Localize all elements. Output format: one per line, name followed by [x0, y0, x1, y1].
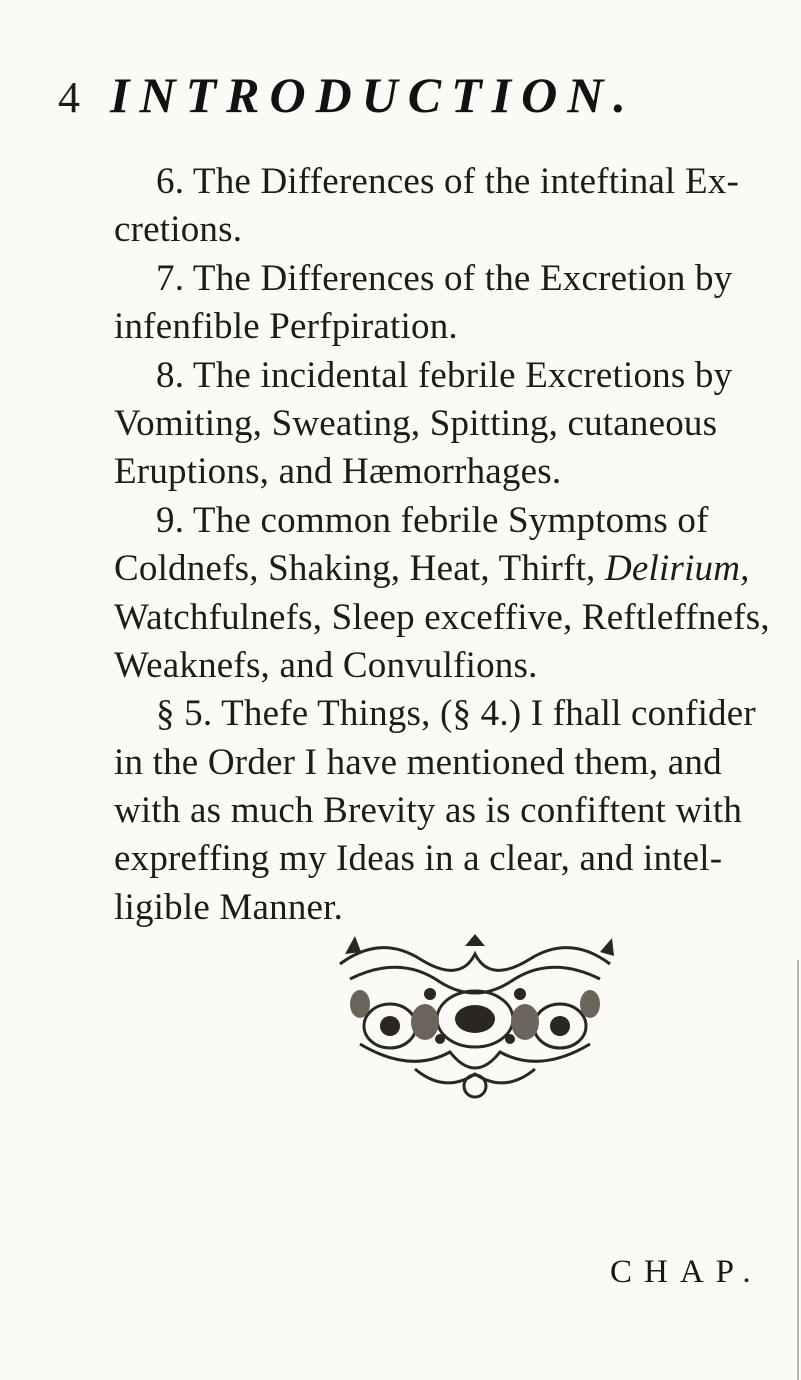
text-line: cretions. [114, 209, 243, 251]
text-line: infenfible Perfpiration. [114, 306, 458, 348]
body-text [114, 158, 774, 932]
page-number: 4 [58, 73, 80, 122]
running-head [58, 66, 758, 136]
page-edge-shadow [795, 960, 801, 1380]
italic-term: Delirium, [604, 548, 750, 590]
text-line: in the Order I have mentioned them, and [114, 741, 722, 783]
text-line: Weaknefs, and Convulfions. [114, 644, 538, 686]
running-head-title: INTRODUCTION. [110, 67, 636, 123]
text-line [114, 545, 774, 593]
text-line: with as much Brevity as is confiftent with [114, 790, 743, 832]
text-line: 7. The Differences of the Excretion by [156, 257, 733, 299]
text-line: § 5. Thefe Things, (§ 4.) I fhall confider [156, 693, 756, 735]
text-line: 8. The incidental febrile Excretions by [156, 354, 733, 396]
text-line: 9. The common febrile Symptoms of [156, 499, 709, 541]
text-line: Eruptions, and Hæmorrhages. [114, 451, 562, 493]
text-line: ligible Manner. [114, 886, 344, 928]
text-line: Vomiting, Sweating, Spitting, cutaneous [114, 402, 718, 444]
catchword: CHAP. [610, 1254, 763, 1290]
text-line: expreffing my Ideas in a clear, and intel- [114, 838, 723, 880]
text-line: 6. The Differences of the inteftinal Ex- [156, 161, 739, 202]
floral-ornament-icon [320, 934, 630, 1104]
text-line: Watchfulnefs, Sleep exceffive, Reftleffnefs, [114, 596, 770, 638]
text-span: Coldnefs, Shaking, Heat, Thirft, [114, 548, 605, 590]
